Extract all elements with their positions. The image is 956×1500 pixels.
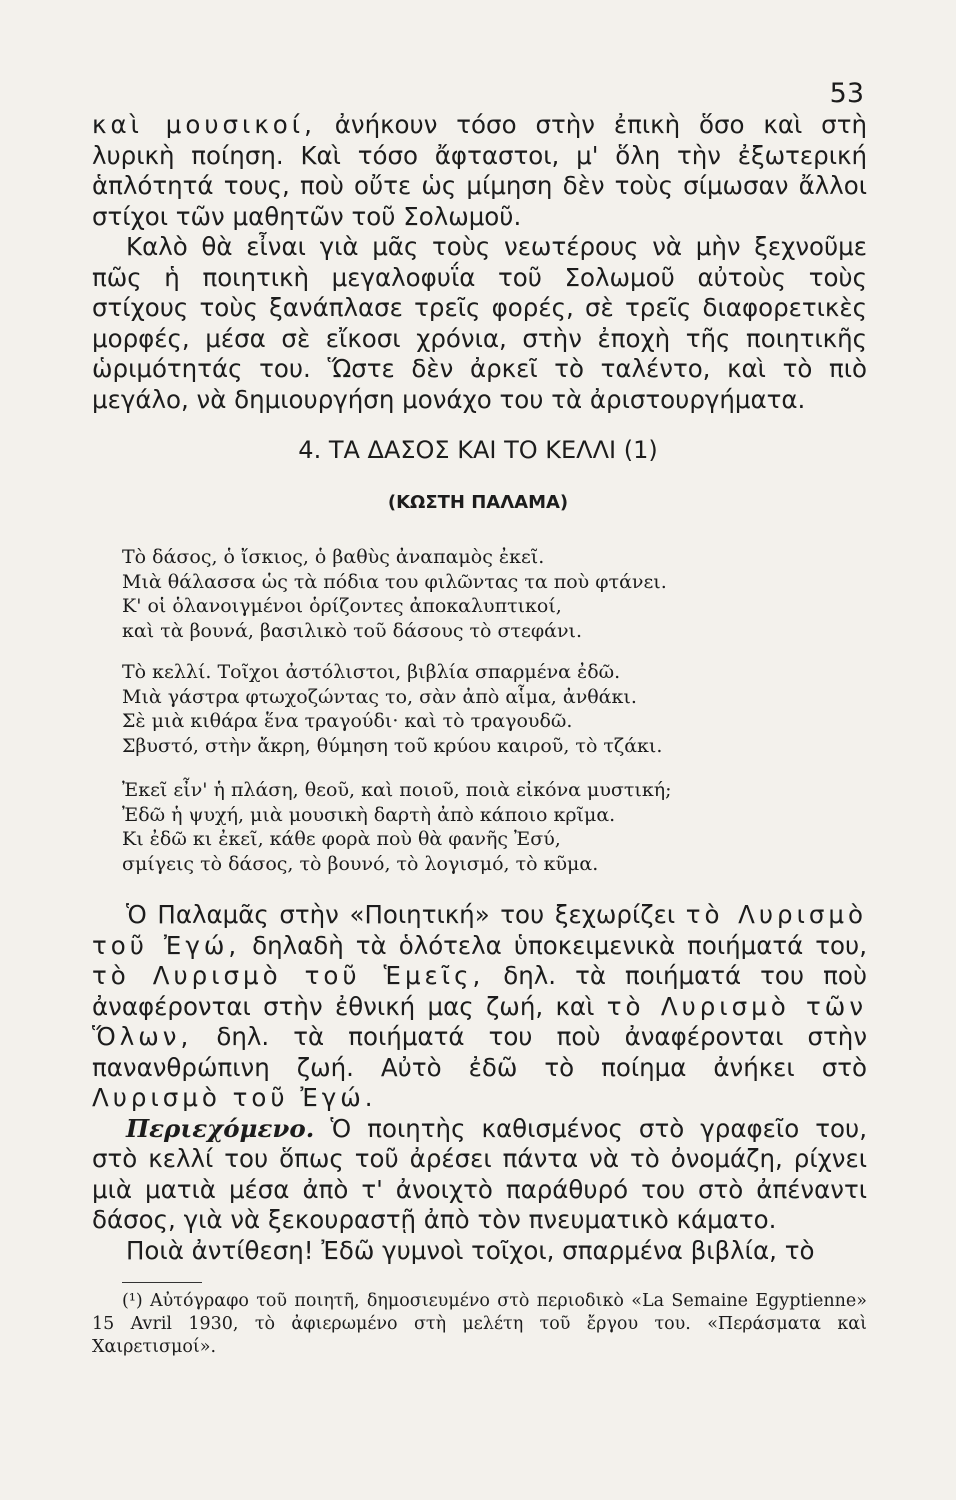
analysis-text: [92, 900, 867, 1266]
verse-line: Τὸ δάσος, ὁ ἴσκιος, ὁ βαθὺς ἀναπαμὸς ἐκεῖ.: [122, 546, 545, 568]
spaced-phrase: τὸ Λυρισμὸ τοῦ Ἑμεῖς,: [92, 961, 485, 990]
poem-title: 4. ΤΑ ΔΑΣΟΣ ΚΑΙ ΤΟ ΚΕΛΛΙ (1): [298, 436, 658, 464]
intro-text: [92, 110, 867, 415]
verse-line: Ἐδῶ ἡ ψυχή, μιὰ μουσικὴ δαρτὴ ἀπὸ κάποιο κρῖμα.: [122, 803, 616, 826]
poem-stanza-1: [122, 545, 842, 643]
verse-line: καὶ τὰ βουνά, βασιλικὸ τοῦ δάσους τὸ στεφάνι.: [122, 619, 583, 642]
verse-line: Σὲ μιὰ κιθάρα ἕνα τραγούδι· καὶ τὸ τραγουδῶ.: [122, 710, 573, 732]
intro-paragraph-1: [92, 110, 867, 232]
footnote-text: (¹) Αὐτόγραφο τοῦ ποιητῆ, δημοσιευμένο στὸ περιοδικὸ «La Semaine Egyptienne» 15 Avril 1930, τὸ ἀφιερωμένο στὴ μελέτη τοῦ ἔργου του. «Περάσματα καὶ Χαιρετισμοί».: [92, 1291, 867, 1357]
verse-line: Τὸ κελλί. Τοῖχοι ἀστόλιστοι, βιβλία σπαρμένα ἐδῶ.: [122, 661, 621, 683]
verse-line: Σβυστό, στὴν ἄκρη, θύμηση τοῦ κρύου καιροῦ, τὸ τζάκι.: [122, 734, 663, 757]
poem-stanza-3: [122, 778, 842, 876]
poem-stanza-2: [122, 660, 842, 758]
text-run: δηλ. τὰ ποιήματά του ποὺ ἀναφέρονται στὴν ἐθνική μας ζωή, καὶ: [92, 961, 868, 1021]
spaced-phrase: τὸ Λυρισμὸ τῶν Ὅλων,: [92, 991, 868, 1051]
text-run: Ὁ ποιητὴς καθισμένος στὸ γραφεῖο του, στὸ κελλί του ὅπως τοῦ ἀρέσει πάντα νὰ τὸ ὀνομάζη, ρίχνει μιὰ ματιὰ μέσα ἀπὸ τ' ἀνοιχτὸ παράθυρό του στὸ ἀπέναντι δάσος, γιὰ νὰ ξεκουραστῇ ἀπὸ τὸν πνευματικὸ κάματο.: [92, 1113, 867, 1234]
spaced-phrase: Λυρισμὸ τοῦ Ἐγώ.: [92, 1083, 377, 1112]
footnote-divider: [122, 1282, 202, 1283]
intro-paragraph-2: Καλὸ θὰ εἶναι γιὰ μᾶς τοὺς νεωτέρους νὰ μὴν ξεχνοῦμε πῶς ἡ ποιητικὴ μεγαλοφυΐα τοῦ Σολωμοῦ αὐτοὺς τοὺς στίχους τοὺς ξανάπλασε τρεῖς φορές, σὲ τρεῖς διαφορετικὲς μορφές, μέσα σὲ εἴκοσι χρόνια, στὴν ἐποχὴ τῆς ποιητικῆς ὡριμότητάς του. Ὥστε δὲν ἀρκεῖ τὸ ταλέντο, καὶ τὸ πιὸ μεγάλο, νὰ δημιουργήση μονάχο του τὰ ἀριστουργήματα.: [92, 232, 867, 414]
analysis-paragraph-3: Ποιὰ ἀντίθεση! Ἐδῶ γυμνοὶ τοῖχοι, σπαρμένα βιβλία, τὸ: [126, 1235, 815, 1265]
verse-line: Μιὰ θάλασσα ὡς τὰ πόδια του φιλῶντας τα ποὺ φτάνει.: [122, 570, 667, 593]
text-run: δηλ. τὰ ποιήματά του ποὺ ἀναφέρονται στὴν πανανθρώπινη ζωή. Αὐτὸ ἐδῶ τὸ ποίημα ἀνήκει στὸ: [92, 1022, 867, 1082]
footnote: [92, 1290, 867, 1359]
content-label: Περιεχόμενο.: [126, 1113, 315, 1143]
verse-line: σμίγεις τὸ δάσος, τὸ βουνό, τὸ λογισμό, τὸ κῦμα.: [122, 852, 599, 875]
spaced-phrase: καὶ μουσικοί,: [92, 110, 316, 139]
spaced-phrase: τὸ Λυρισμὸ τοῦ Ἐγώ,: [92, 900, 867, 960]
page-number: 53: [829, 78, 864, 109]
analysis-paragraph-1: [92, 900, 867, 1114]
text-run: δηλαδὴ τὰ ὁλότελα ὑποκειμενικὰ ποιήματά του,: [240, 930, 867, 960]
text-run: Ὁ Παλαμᾶς στὴν «Ποιητική» του ξεχωρίζει: [126, 900, 686, 929]
intro-paragraph-1-text: ἀνήκουν τόσο στὴν ἐπικὴ ὅσο καὶ στὴ λυρικὴ ποίηση. Καὶ τόσο ἄφταστοι, μ' ὅλη τὴν ἐξωτερική ἁπλότητά τους, ποὺ οὔτε ὡς μίμηση δὲν τοὺς σίμωσαν ἄλλοι στίχοι τῶν μαθητῶν τοῦ Σολωμοῦ.: [92, 110, 867, 231]
verse-line: Μιὰ γάστρα φτωχοζώντας το, σὰν ἀπὸ αἷμα, ἀνθάκι.: [122, 685, 637, 708]
poem-author: (ΚΩΣΤΗ ΠΑΛΑΜΑ): [387, 492, 569, 513]
verse-line: Κι ἐδῶ κι ἐκεῖ, κάθε φορὰ ποὺ θὰ φανῆς Ἐσύ,: [122, 828, 561, 850]
analysis-paragraph-2: [92, 1114, 867, 1236]
verse-line: Ἐκεῖ εἶν' ἡ πλάση, θεοῦ, καὶ ποιοῦ, ποιὰ εἰκόνα μυστική;: [122, 779, 672, 801]
verse-line: Κ' οἱ ὁλανοιγμένοι ὁρίζοντες ἀποκαλυπτικοί,: [122, 595, 562, 617]
